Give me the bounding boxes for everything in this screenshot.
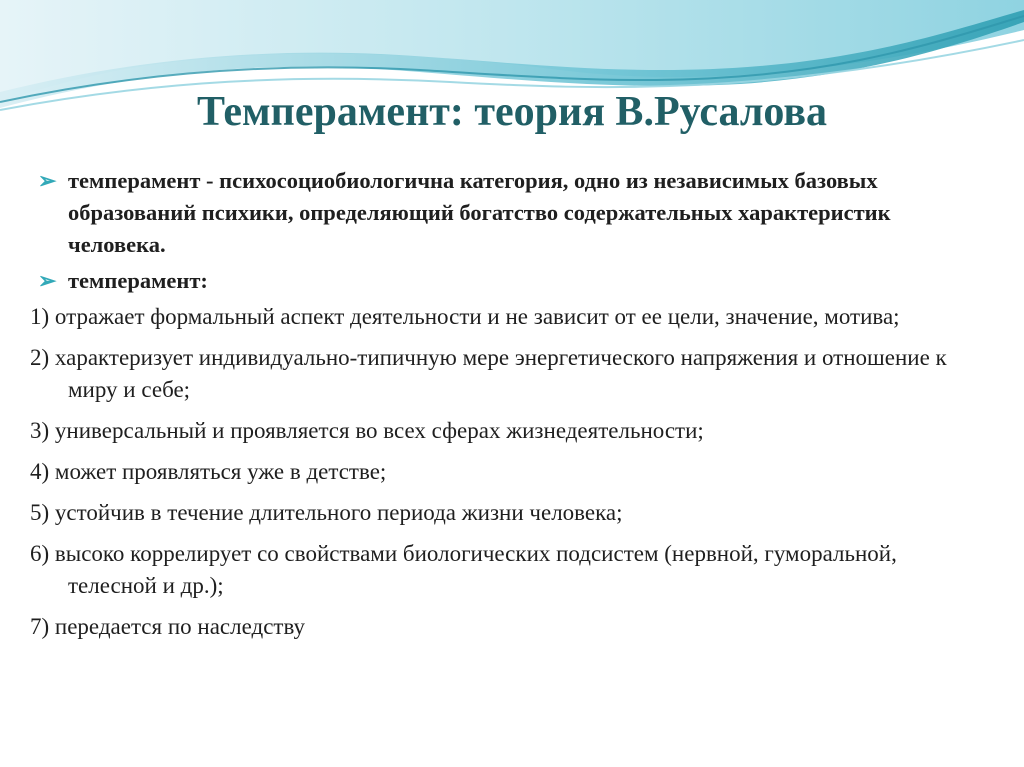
list-item: 4) может проявляться уже в детстве; [30,459,387,484]
arrow-bullet-icon: ➢ [38,168,57,193]
arrow-bullet-icon: ➢ [38,268,57,293]
bullet-text: темперамент: [68,268,208,293]
bullet-item-definition [30,165,990,261]
list-item: 2) характеризует индивидуально-типичную мере энергетического напряжения и отношение к миру и себе; [30,345,947,402]
bullet-text: темперамент - психосоциобиологична категория, одно из независимых базовых образований психики, определяющий богатство содержательных характеристик человека. [68,168,891,257]
list-item: 6) высоко коррелирует со свойствами биологических подсистем (нервной, гуморальной, телесной и др.); [30,541,897,598]
list-item: 1) отражает формальный аспект деятельности и не зависит от ее цели, значение, мотива; [30,304,900,329]
list-item: 5) устойчив в течение длительного периода жизни человека; [30,500,623,525]
list-item: 3) универсальный и проявляется во всех сферах жизнедеятельности; [30,418,704,443]
slide-title: Темперамент: теория В.Русалова [196,89,828,135]
bullet-item-temperament [30,265,990,297]
list-item: 7) передается по наследству [30,614,306,639]
slide-content [30,165,990,652]
